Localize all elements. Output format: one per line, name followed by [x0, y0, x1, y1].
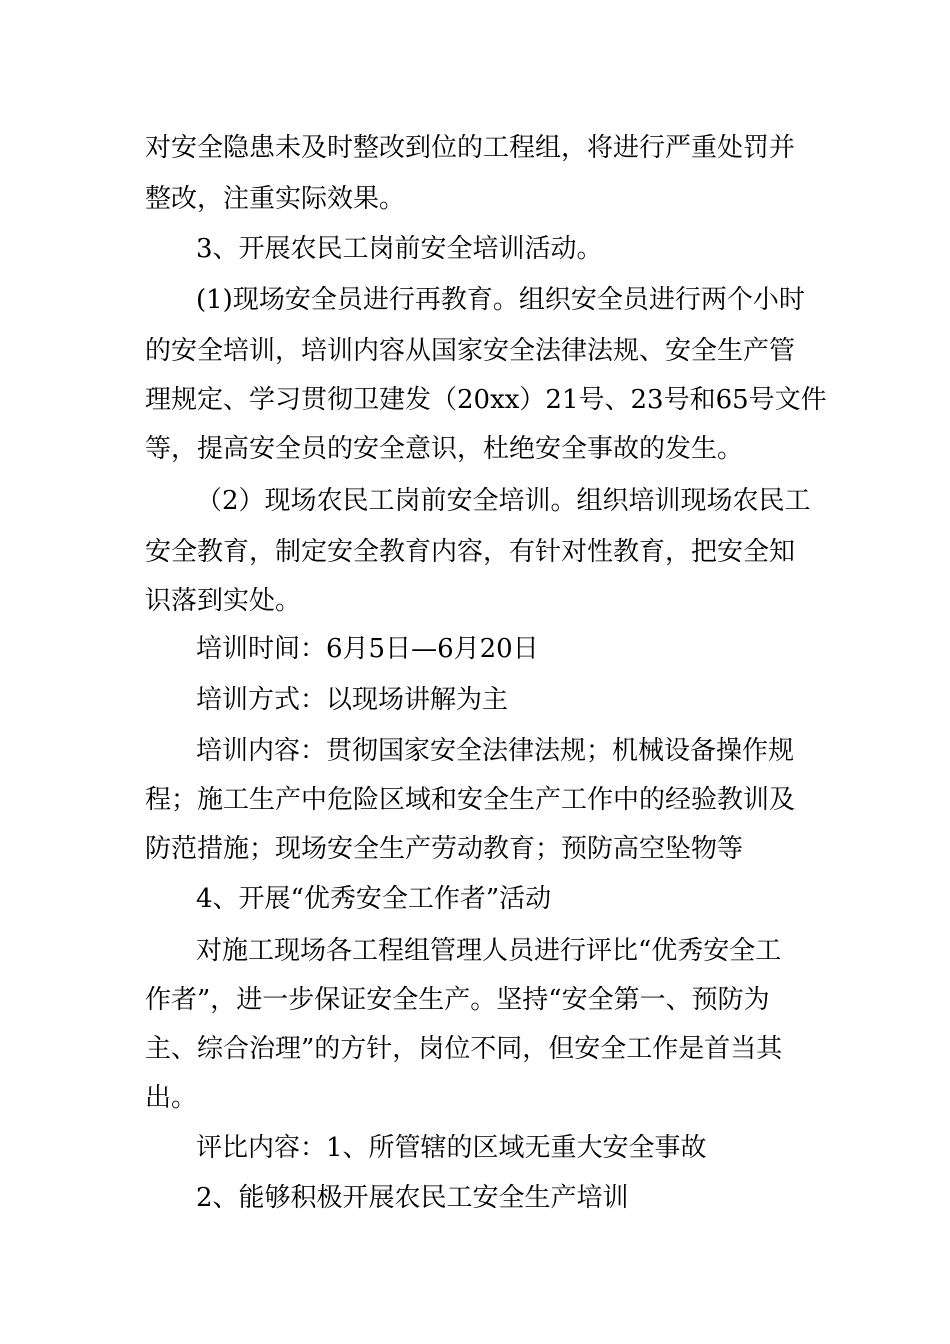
text-line-3: 3、开展农民工岗前安全培训活动。: [196, 234, 603, 264]
text-line-1: 对安全隐患未及时整改到位的工程组，将进行严重处罚并: [145, 133, 796, 163]
text-line-8: （2）现场农民工岗前安全培训。组织培训现场农民工: [196, 486, 811, 516]
text-line-12: 培训方式：以现场讲解为主: [196, 685, 509, 715]
text-line-11: 培训时间：6月5日—6月20日: [196, 634, 539, 664]
text-line-21: 评比内容：1、所管辖的区域无重大安全事故: [196, 1133, 707, 1163]
text-line-14: 程；施工生产中危险区域和安全生产工作中的经验教训及: [145, 785, 796, 815]
text-line-2: 整改，注重实际效果。: [145, 184, 406, 214]
text-line-13: 培训内容：贯彻国家安全法律法规；机械设备操作规: [196, 736, 795, 766]
text-line-22: 2、能够积极开展农民工安全生产培训: [196, 1183, 629, 1213]
text-line-19: 主、综合治理”的方针，岗位不同，但安全工作是首当其: [145, 1034, 783, 1064]
text-line-20: 出。: [145, 1083, 198, 1113]
text-line-18: 作者”，进一步保证安全生产。坚持“安全第一、预防为: [145, 985, 770, 1015]
text-line-5: 的安全培训，培训内容从国家安全法律法规、安全生产管: [145, 336, 796, 366]
text-line-9: 安全教育，制定安全教育内容，有针对性教育，把安全知: [145, 537, 796, 567]
text-line-7: 等，提高安全员的安全意识，杜绝安全事故的发生。: [145, 434, 744, 464]
text-line-10: 识落到实处。: [145, 586, 302, 616]
text-line-17: 对施工现场各工程组管理人员进行评比“优秀安全工: [196, 936, 782, 966]
text-line-6: 理规定、学习贯彻卫建发（20xx）21号、23号和65号文件: [145, 385, 827, 415]
text-line-16: 4、开展“优秀安全工作者”活动: [196, 884, 552, 914]
text-line-15: 防范措施；现场安全生产劳动教育；预防高空坠物等: [145, 834, 744, 864]
text-line-4: (1)现场安全员进行再教育。组织安全员进行两个小时: [196, 285, 805, 315]
